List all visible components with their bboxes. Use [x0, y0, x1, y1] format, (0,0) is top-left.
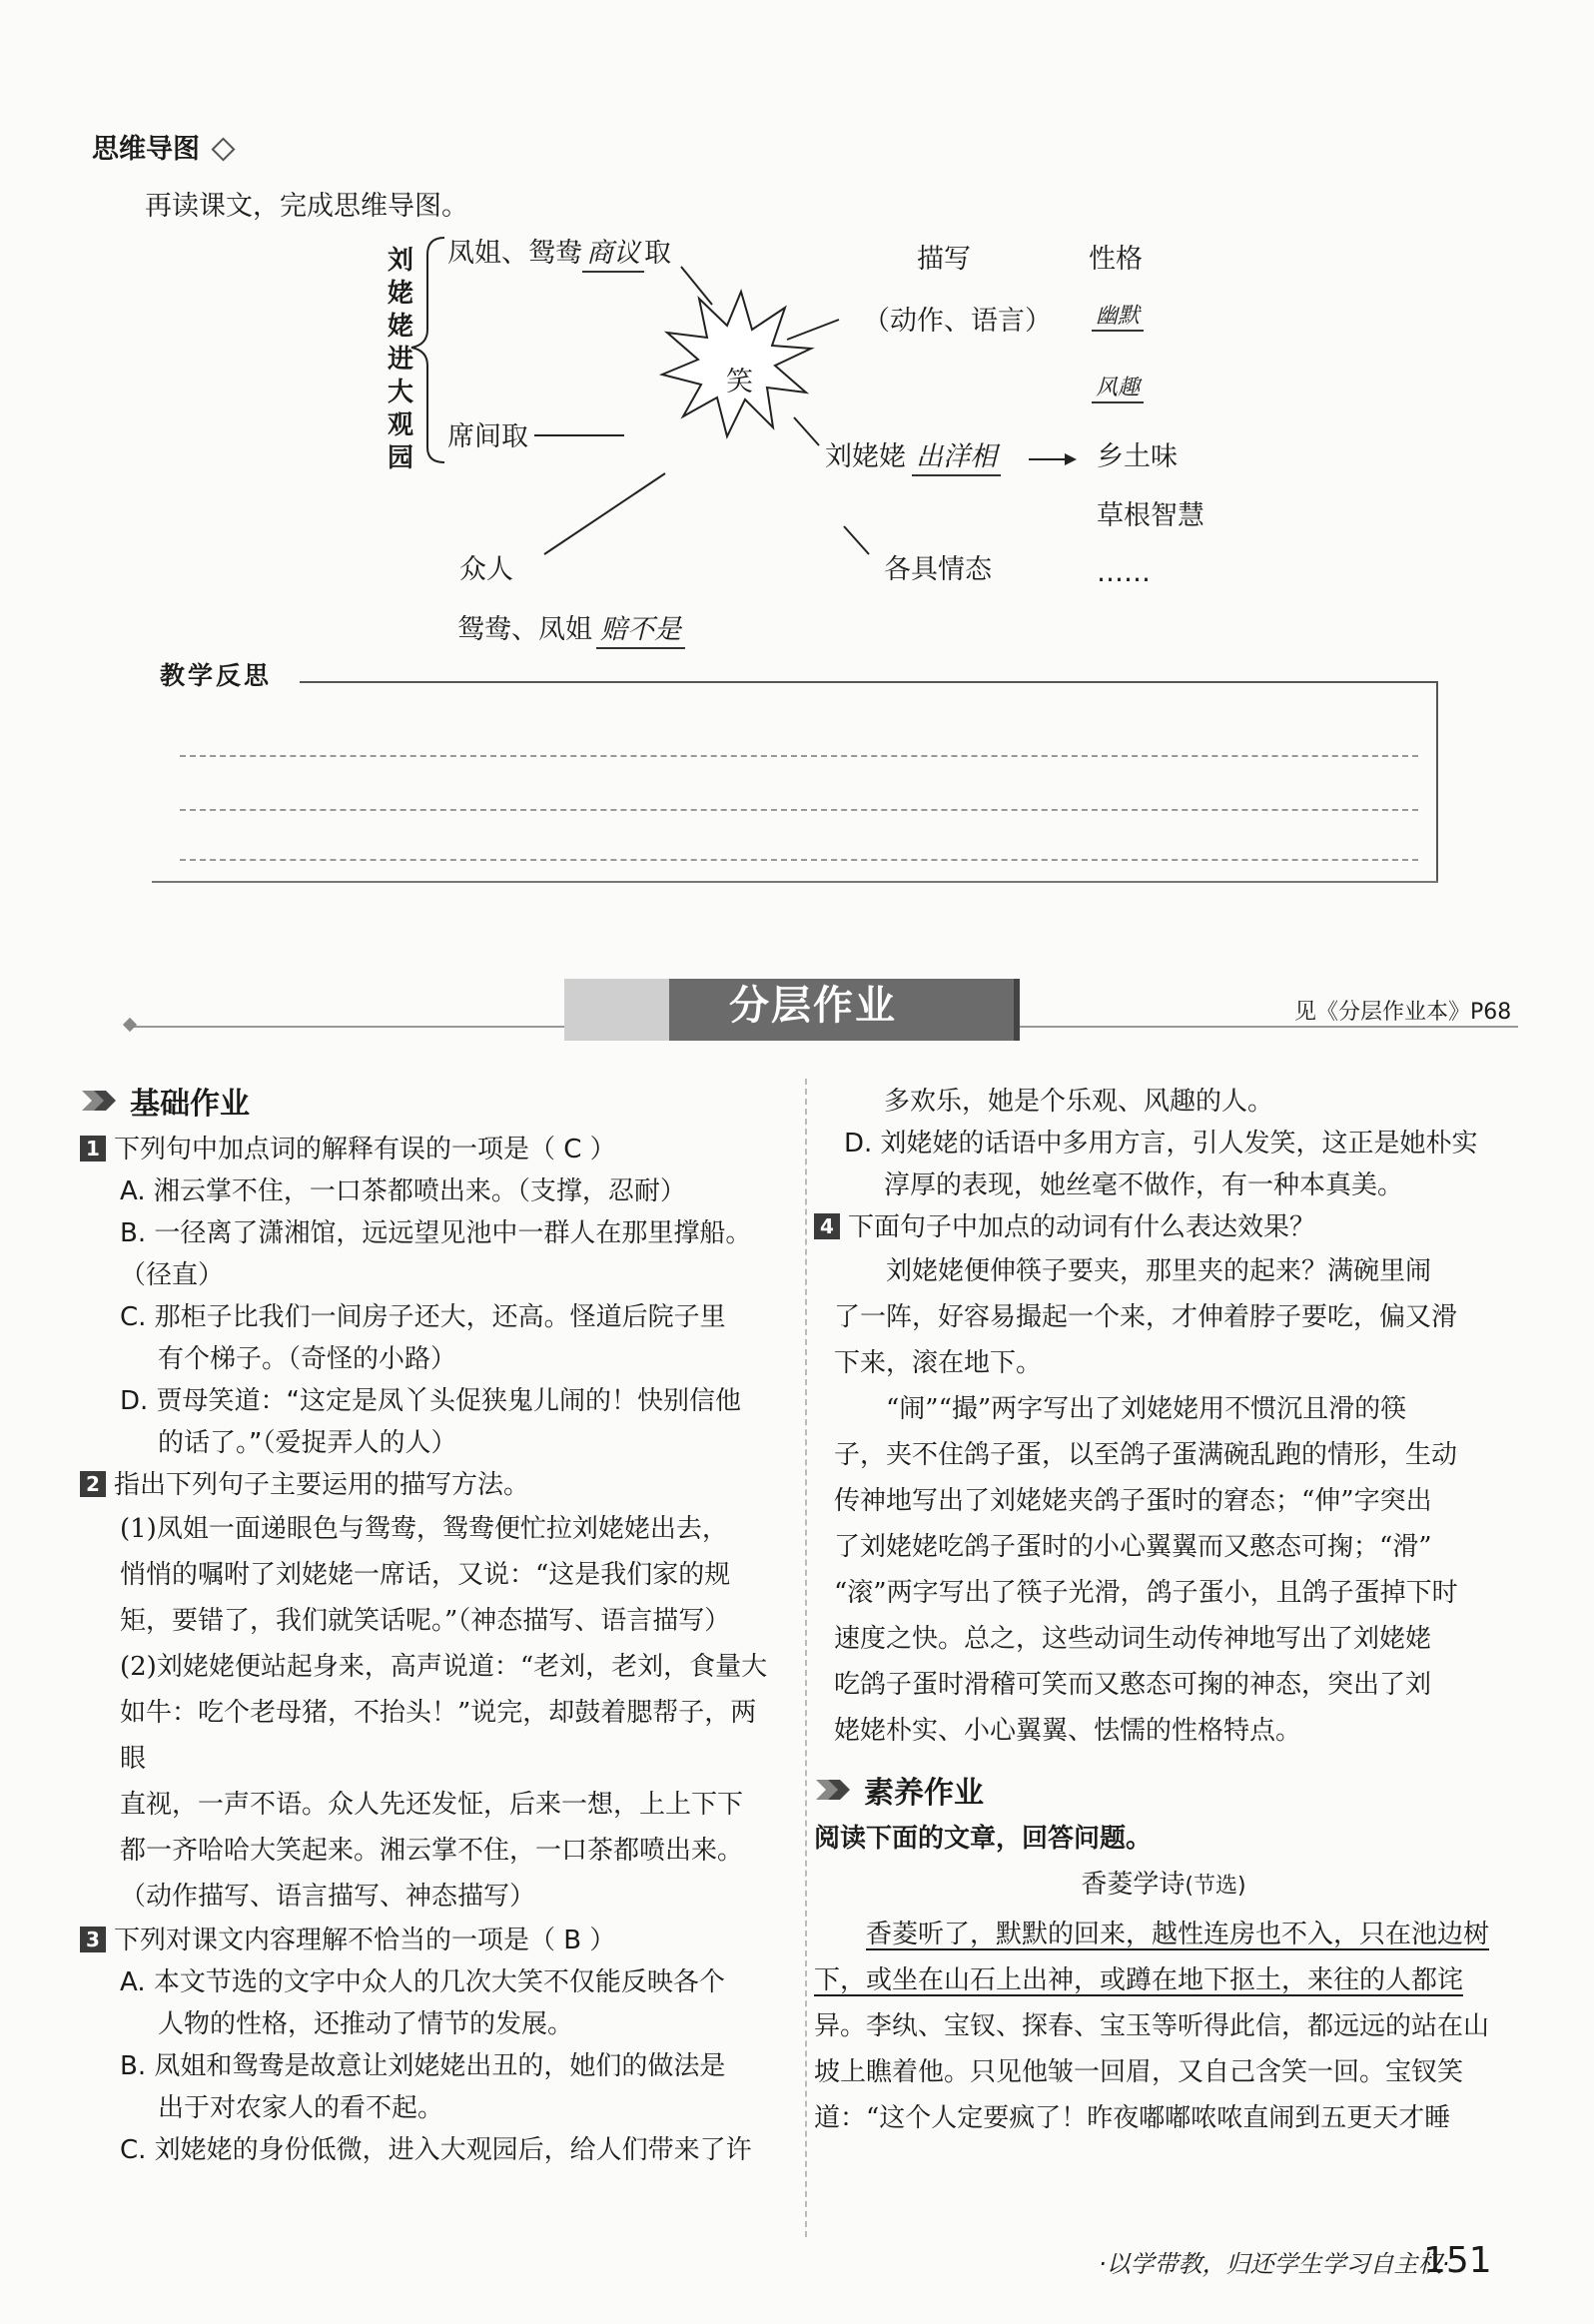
q4-answer: “闹”“撮”两字写出了刘姥姥用不惯沉且滑的筷 子，夹不住鸽子蛋，以至鸽子蛋满碗乱跑的情形，生动 传神地写出了刘姥姥夹鸽子蛋时的窘态；“伸”字突出 了刘姥姥吃鸽子蛋时的小心翼翼而又憨态可掬；“滑” “滚”两字写出了筷子光滑，鸽子蛋小，且鸽子蛋掉下时 速度之快。总之，这些动词生动传神地写出了刘姥姥 吃鸽子蛋时滑稽可笑而又憨态可掬的神态，突出了刘 姥姥朴实、小心翼翼、怯懦的性格特点。 [834, 1394, 1458, 1746]
mindmap-graphics [0, 0, 1594, 699]
trait1: 幽默 [1092, 306, 1144, 332]
q3-option-c: C. 刘姥姥的身份低微，进入大观园后，给人们带来了许 [120, 2135, 752, 2165]
liu-branch: 刘姥姥 出洋相 [825, 443, 1001, 470]
trait4: 草根智慧 [1097, 500, 1204, 531]
q1-option-a: A. 湘云掌不住，一口茶都喷出来。（支撑，忍耐） [120, 1176, 686, 1206]
branch1-answer: 商议 [582, 238, 644, 273]
section-arrow-icon [80, 1087, 120, 1115]
q3-stem: 3 下列对课文内容理解不恰当的一项是（ B ） [80, 1920, 779, 1961]
banner-ref[interactable]: 见《分层作业本》P68 [1294, 1000, 1512, 1025]
literacy-title: 香菱学诗(节选) [1081, 1870, 1246, 1900]
crowd: 众人 [459, 554, 513, 585]
reflection-label: 教学反思 [160, 661, 273, 690]
mindmap-heading: 思维导图 [92, 136, 232, 163]
section-arrow-icon [814, 1776, 854, 1804]
trait3: 乡土味 [1097, 441, 1178, 472]
literacy-instruction: 阅读下面的文章，回答问题。 [814, 1824, 1153, 1854]
q1-option-d: D. 贾母笑道：“这定是凤丫头促狭鬼儿闹的！快别信他 [120, 1386, 742, 1416]
trait2: 风趣 [1092, 378, 1144, 403]
reflection-bottomline [152, 881, 1438, 883]
q3-option-b: B. 凤姐和鸳鸯是故意让刘姥姥出丑的，她们的做法是 [120, 2051, 726, 2081]
reflection-line-3[interactable] [180, 859, 1418, 861]
q3-option-d: D. 刘姥姥的话语中多用方言，引人发笑，这正是她朴实 [844, 1129, 1478, 1159]
liu-answer: 出洋相 [912, 441, 1001, 476]
q3-option-a: A. 本文节选的文字中众人的几次大笑不仅能反映各个 [120, 1967, 725, 1997]
banner-left-diamond [123, 1018, 137, 1032]
literacy-passage: 香菱听了，默默的回来，越性连房也不入，只在池边树 下，或坐在山石上出神，或蹲在地下抠土，来往的人都诧 异。李纨、宝钗、探春、宝玉等听得此信，都远远的站在山 坡上瞧着他。只见他皱一回眉，又自己含笑一回。宝钗笑 道：“这个人定要疯了！昨夜嘟嘟哝哝直闹到五更天才睡 [814, 1920, 1490, 2133]
q3-option-a-cont: 人物的性格，还推动了情节的发展。 [158, 2009, 574, 2039]
q2-part1: (1)凤姐一面递眼色与鸳鸯，鸳鸯便忙拉刘姥姥出去， 悄悄的嘱咐了刘姥姥一席话，又说：“这是我们家的规 矩，要错了，我们就笑话呢。”（神态描写、语言描写） [120, 1514, 731, 1636]
crowd-desc: 各具情态 [884, 554, 992, 585]
q2-stem: 2 指出下列句子主要运用的描写方法。 [80, 1464, 779, 1506]
banner-end [1014, 979, 1020, 1041]
col-describe: 描写 [917, 244, 971, 275]
banner-ghost [564, 979, 669, 1041]
q4-number: 4 [814, 1213, 840, 1239]
reflection-line-1[interactable] [180, 755, 1418, 757]
literacy-heading: 素养作业 [814, 1768, 1513, 1812]
q1-option-c-cont: 有个梯子。（奇怪的小路） [158, 1344, 457, 1374]
q1-option-d-cont: 的话了。”（爱捉弄人的人） [158, 1428, 457, 1458]
q4-stem: 4 下面句子中加点的动词有什么表达效果？ [814, 1206, 1513, 1248]
starburst [662, 292, 811, 436]
q3-option-b-cont: 出于对农家人的看不起。 [158, 2093, 444, 2123]
q2-part2: (2)刘姥姥便站起身来，高声说道：“老刘，老刘，食量大 如牛：吃个老母猪，不抬头！”说完，却鼓着腮帮子，两眼 直视，一声不语。众人先还发怔，后来一想，上上下下 都一齐哈哈大笑起来。湘云掌不住，一口茶都喷出来。 （动作描写、语言描写、神态描写） [120, 1652, 768, 1912]
line-crowd [544, 473, 665, 554]
q3-option-d-cont: 淳厚的表现，她丝毫不做作，有一种本真美。 [884, 1170, 1404, 1200]
right-column [814, 1081, 1513, 2141]
line-branch1 [681, 267, 712, 305]
footer-motto: ·以学带教，归还学生学习自主权· [1099, 2250, 1450, 2278]
mindmap-instruction: 再读课文，完成思维导图。 [145, 191, 468, 222]
q1-option-b: B. 一径离了潇湘馆，远远望见池中一群人在那里撑船。 [120, 1218, 752, 1248]
line-liu [794, 417, 819, 445]
page-number: 151 [1423, 2240, 1492, 2281]
column-divider [805, 1079, 807, 2237]
line-qingtai [844, 526, 869, 554]
trait5: …… [1097, 557, 1151, 588]
q1-option-b-cont: （径直） [120, 1260, 225, 1290]
reflection-line-2[interactable] [180, 809, 1418, 811]
reflection-rightedge [1436, 681, 1438, 881]
q1-option-c: C. 那柜子比我们一间房子还大，还高。怪道后院子里 [120, 1302, 726, 1332]
q1-number: 1 [80, 1136, 106, 1162]
col-trait: 性格 [1089, 244, 1143, 275]
branch1: 凤姐、鸳鸯 商议 取 [447, 240, 671, 267]
q3-number: 3 [80, 1927, 106, 1952]
bottom-answer: 赔不是 [596, 614, 685, 649]
q4-quote: 刘姥姥便伸筷子要夹，那里夹的起来？满碗里闹 了一阵，好容易撮起一个来，才伸着脖子要吃，偏又滑 下来，滚在地下。 [834, 1256, 1458, 1378]
basic-heading: 基础作业 [80, 1079, 779, 1123]
line-describe [787, 320, 839, 340]
reflection-topline [300, 681, 1438, 683]
left-column [80, 1079, 779, 2171]
bottom-branch: 鸳鸯、凤姐 赔不是 [457, 616, 685, 643]
describe-sub: （动作、语言） [863, 306, 1052, 337]
mindmap-root: 刘 姥 姥 进 大 观 园 [387, 246, 413, 473]
brace [411, 238, 444, 462]
center-label: 笑 [726, 367, 753, 397]
banner-title: 分层作业 [729, 983, 897, 1029]
arrow-head [1065, 453, 1077, 465]
q2-number: 2 [80, 1471, 106, 1497]
q1-stem: 1 下列句中加点词的解释有误的一项是（ C ） [80, 1129, 779, 1170]
q3-option-c-cont: 多欢乐，她是个乐观、风趣的人。 [884, 1087, 1274, 1117]
branch2: 席间取 [447, 421, 528, 452]
